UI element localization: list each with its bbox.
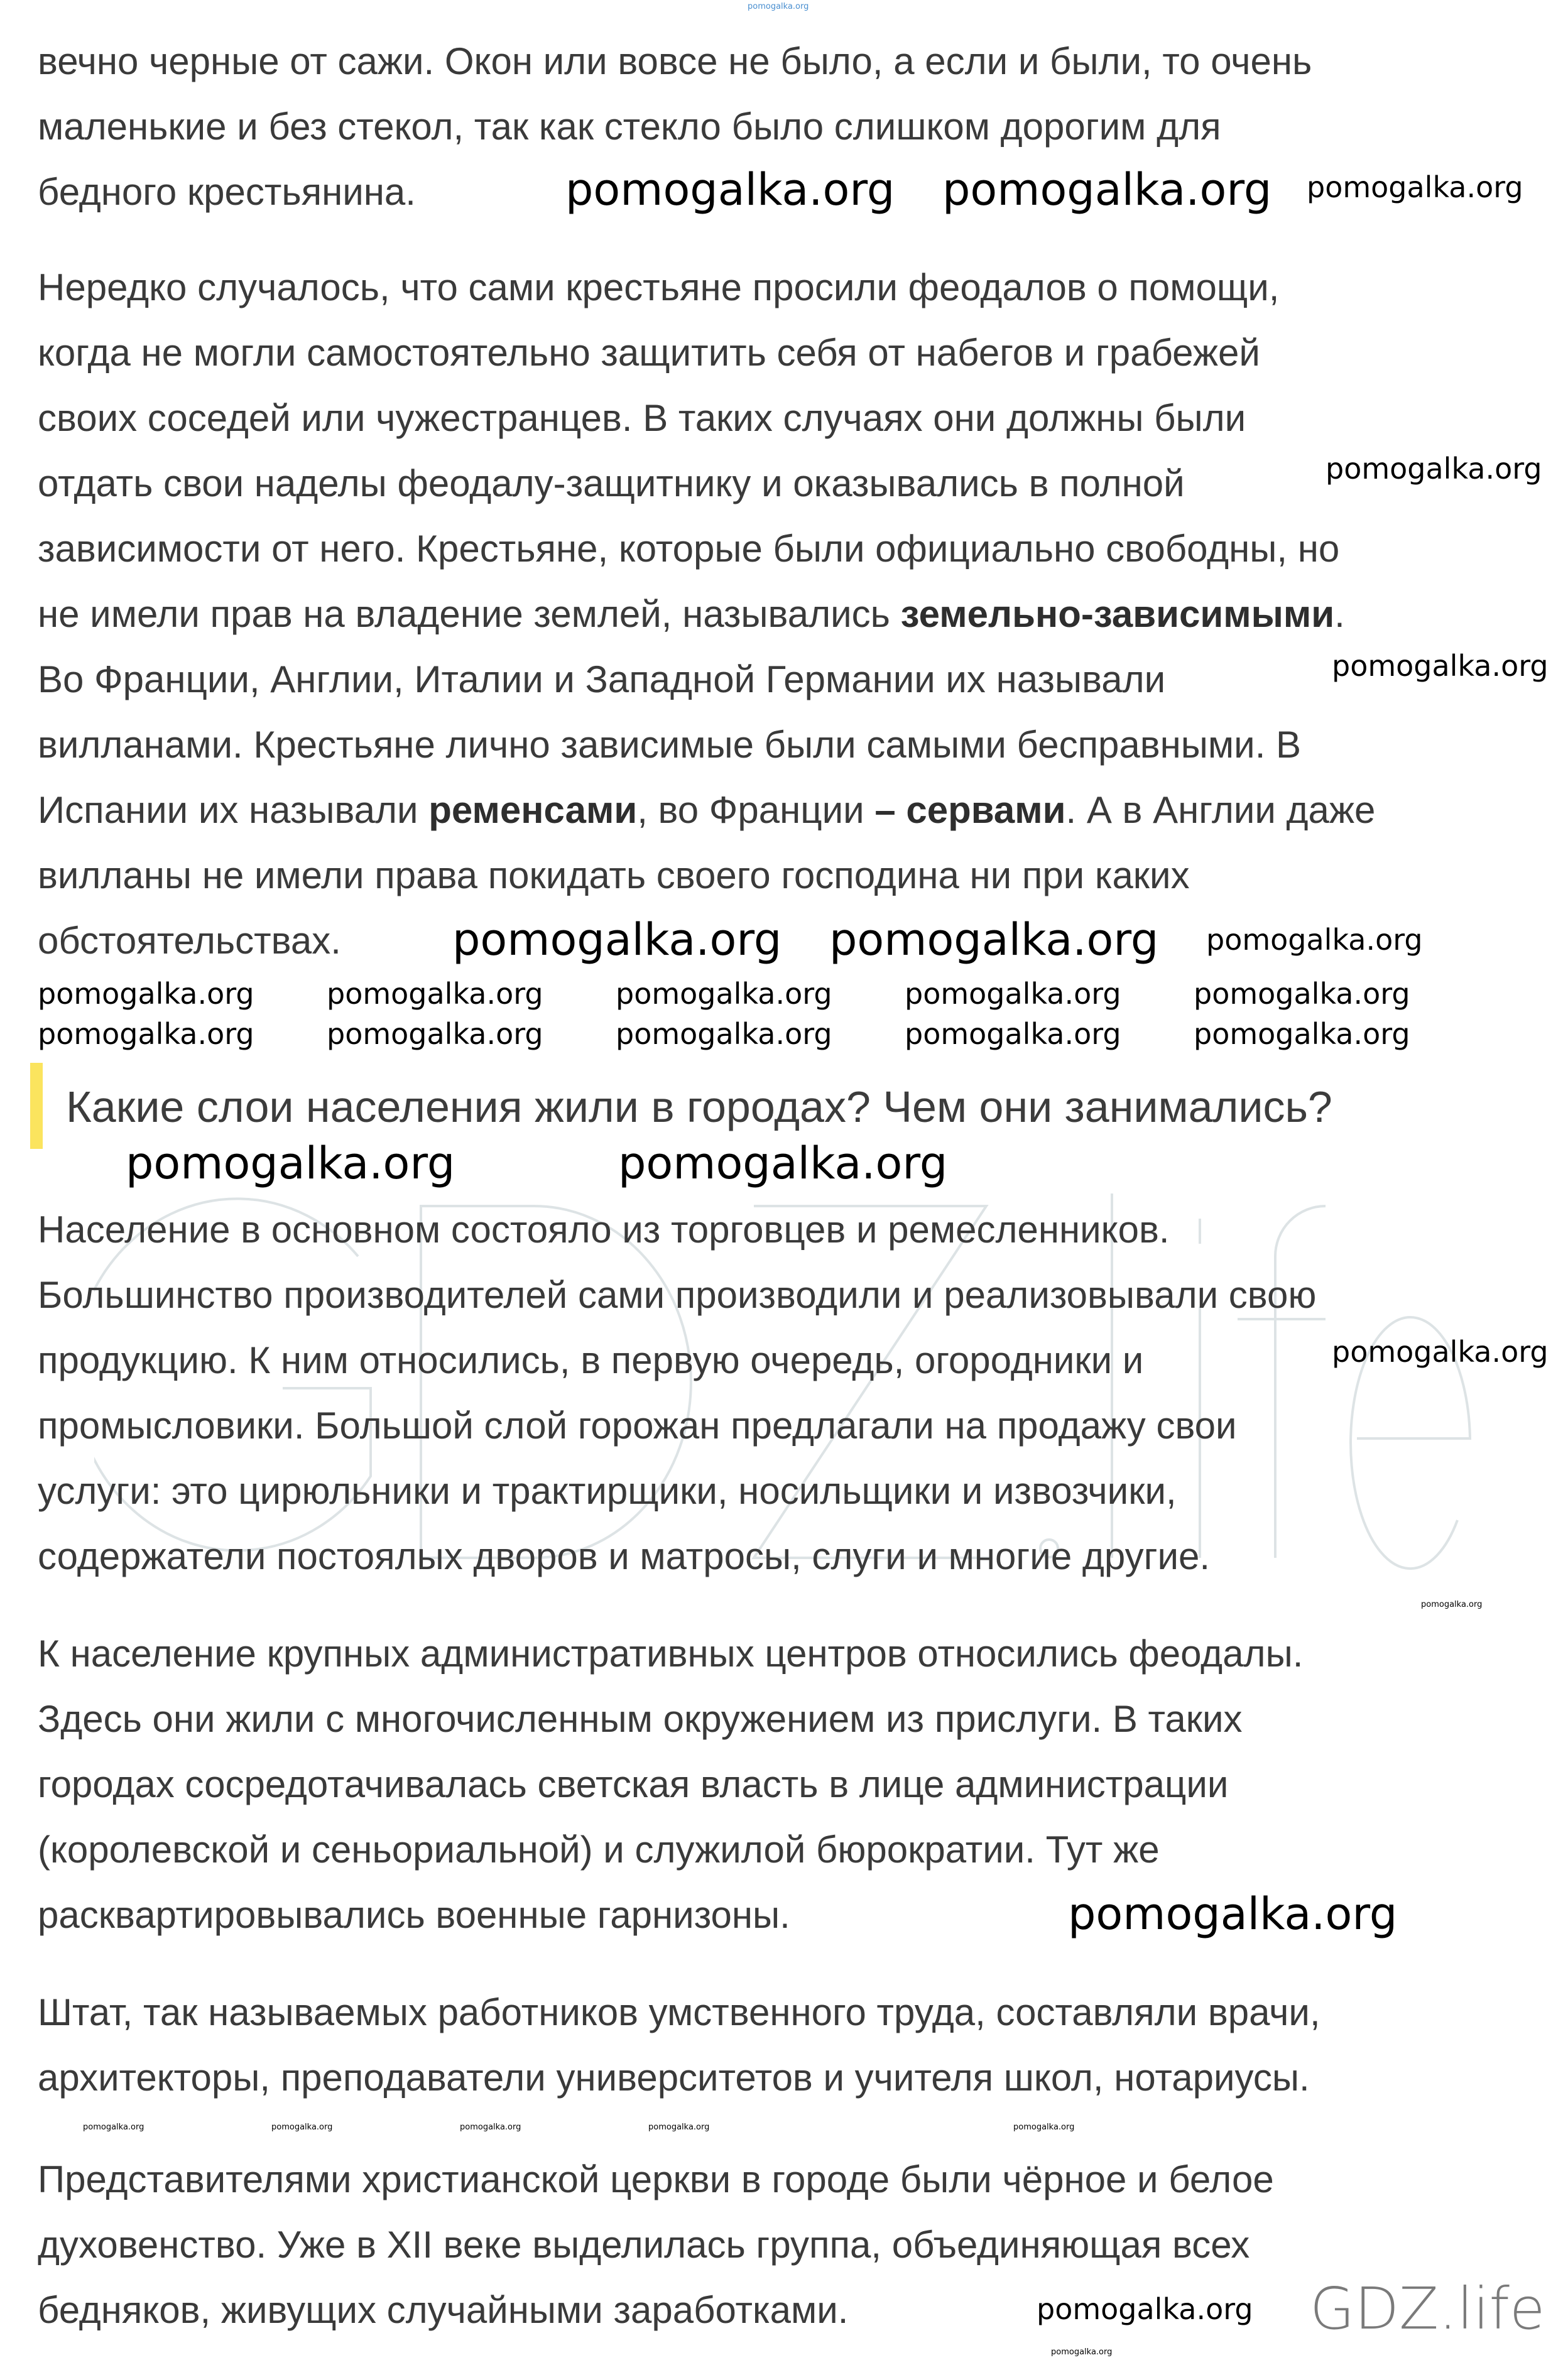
text-segment: вилланы не имели права покидать своего господина ни при каких (38, 854, 1190, 896)
text-segment: бедного крестьянина. (38, 171, 416, 213)
text-line (38, 255, 1279, 320)
text-line (38, 908, 341, 974)
text-segment: Представителями христианской церкви в городе были чёрное и белое (38, 2158, 1274, 2200)
text-segment: вечно черные от сажи. Окон или вовсе не было, а если и были, то очень (38, 40, 1312, 82)
watermark: pomogalka.org (327, 1017, 543, 1051)
watermark: pomogalka.org (1332, 1335, 1549, 1369)
watermark: pomogalka.org (748, 2, 809, 11)
watermark: pomogalka.org (829, 914, 1159, 965)
watermark: pomogalka.org (460, 2123, 521, 2132)
text-segment: отдать свои наделы феодалу-защитнику и оказывались в полной (38, 462, 1185, 504)
watermark: pomogalka.org (38, 977, 254, 1011)
text-line (38, 1752, 1228, 1817)
text-line (38, 1393, 1237, 1459)
text-segment: промысловики. Большой слой горожан предлагали на продажу свои (38, 1405, 1237, 1447)
text-segment: духовенство. Уже в XII веке выделилась группа, объединяющая всех (38, 2224, 1250, 2266)
gdz-logo: GDZ.life (1310, 2275, 1545, 2342)
watermark: pomogalka.org (1194, 1017, 1410, 1051)
text-line (38, 451, 1185, 516)
text-line (38, 320, 1260, 386)
text-line (38, 2147, 1274, 2212)
text-line (38, 1263, 1316, 1328)
text-segment: городах сосредотачивалась светская власть в лице администрации (38, 1763, 1229, 1805)
watermark: pomogalka.org (1421, 1600, 1483, 1609)
text-line (38, 1459, 1177, 1524)
text-segment: Нередко случалось, что сами крестьяне просили феодалов о помощи, (38, 266, 1280, 308)
text-segment: обстоятельствах. (38, 920, 341, 962)
text-line (38, 1687, 1242, 1752)
text-line (38, 843, 1190, 908)
text-segment: Здесь они жили с многочисленным окружением из прислуги. В таких (38, 1698, 1243, 1740)
text-line (38, 1980, 1320, 2045)
text-segment: , во Франции (637, 789, 875, 831)
text-segment: Население в основном состояло из торговцев и ремесленников. (38, 1209, 1170, 1251)
text-line (38, 160, 416, 225)
text-line (38, 1883, 790, 1948)
heading-accent-bar (30, 1063, 43, 1149)
watermark: pomogalka.org (1194, 977, 1410, 1011)
watermark: pomogalka.org (905, 1017, 1121, 1051)
watermark: pomogalka.org (327, 977, 543, 1011)
text-segment: продукцию. К ним относились, в первую очередь, огородники и (38, 1339, 1144, 1381)
watermark: pomogalka.org (905, 977, 1121, 1011)
text-segment: когда не могли самостоятельно защитить себя от набегов и грабежей (38, 332, 1260, 374)
text-segment: бедняков, живущих случайными заработками. (38, 2289, 849, 2331)
text-segment: не имели прав на владение землей, назывались (38, 593, 901, 635)
watermark: pomogalka.org (1326, 452, 1542, 486)
watermark: pomogalka.org (126, 1138, 455, 1189)
text-line (38, 94, 1221, 160)
text-line (38, 2045, 1310, 2111)
watermark: pomogalka.org (83, 2123, 144, 2132)
bold-term: ременсами (428, 789, 638, 831)
text-line (38, 582, 1345, 647)
text-segment: архитекторы, преподаватели университетов и учителя школ, нотариусы. (38, 2057, 1310, 2099)
text-segment: К население крупных административных центров относились феодалы. (38, 1633, 1304, 1675)
text-segment: Испании их называли (38, 789, 429, 831)
paragraph-2 (38, 255, 1375, 974)
text-line (38, 778, 1375, 843)
text-segment: услуги: это цирюльники и трактирщики, носильщики и извозчики, (38, 1470, 1177, 1512)
watermark: pomogalka.org (1068, 1888, 1398, 1940)
text-segment: расквартировывались военные гарнизоны. (38, 1894, 790, 1936)
text-line (38, 1328, 1143, 1393)
text-segment: зависимости от него. Крестьяне, которые были официально свободны, но (38, 528, 1340, 570)
text-segment: своих соседей или чужестранцев. В таких случаях они должны были (38, 397, 1246, 439)
text-segment: содержатели постоялых дворов и матросы, слуги и многие другие. (38, 1535, 1211, 1577)
text-segment: (королевской и сеньориальной) и служилой бюрократии. Тут же (38, 1829, 1160, 1871)
text-line (38, 1817, 1160, 1883)
text-line (38, 2212, 1250, 2278)
text-segment: . А в Англии даже (1065, 789, 1376, 831)
text-line (38, 1524, 1210, 1589)
watermark: pomogalka.org (616, 977, 832, 1011)
text-segment: Большинство производителей сами производили и реализовывали свою (38, 1274, 1317, 1316)
text-segment: . (1334, 593, 1345, 635)
text-line (38, 647, 1165, 712)
text-line (38, 29, 1312, 94)
watermark: pomogalka.org (452, 914, 782, 965)
watermark: pomogalka.org (38, 1017, 254, 1051)
watermark: pomogalka.org (1013, 2123, 1075, 2132)
text-segment: вилланами. Крестьяне лично зависимые были самыми бесправными. В (38, 724, 1302, 766)
text-segment: маленькие и без стекол, так как стекло было слишком дорогим для (38, 106, 1221, 148)
text-segment: Во Франции, Англии, Италии и Западной Германии их называли (38, 658, 1166, 700)
text-segment: Штат, так называемых работников умственного труда, составляли врачи, (38, 1991, 1320, 2033)
text-line (38, 2278, 848, 2343)
watermark: pomogalka.org (616, 1017, 832, 1051)
paragraph-5 (38, 1980, 1320, 2111)
watermark: pomogalka.org (942, 164, 1272, 215)
text-line (38, 1197, 1170, 1263)
watermark: pomogalka.org (1332, 649, 1549, 683)
paragraph-3 (38, 1197, 1316, 1589)
section-heading: Какие слои населения жили в городах? Чем они занимались? (66, 1082, 1332, 1131)
bold-term: земельно-зависимыми (900, 593, 1335, 635)
watermark: pomogalka.org (565, 164, 895, 215)
watermark: pomogalka.org (1051, 2347, 1113, 2357)
text-line (38, 516, 1339, 582)
text-line (38, 386, 1246, 451)
watermark: pomogalka.org (648, 2123, 710, 2132)
watermark: pomogalka.org (1037, 2292, 1253, 2326)
watermark: pomogalka.org (618, 1138, 948, 1189)
watermark: pomogalka.org (271, 2123, 333, 2132)
text-line (38, 712, 1301, 778)
bold-term: – сервами (874, 789, 1066, 831)
watermark: pomogalka.org (1307, 170, 1523, 204)
watermark: pomogalka.org (1206, 923, 1423, 957)
text-line (38, 1621, 1303, 1687)
